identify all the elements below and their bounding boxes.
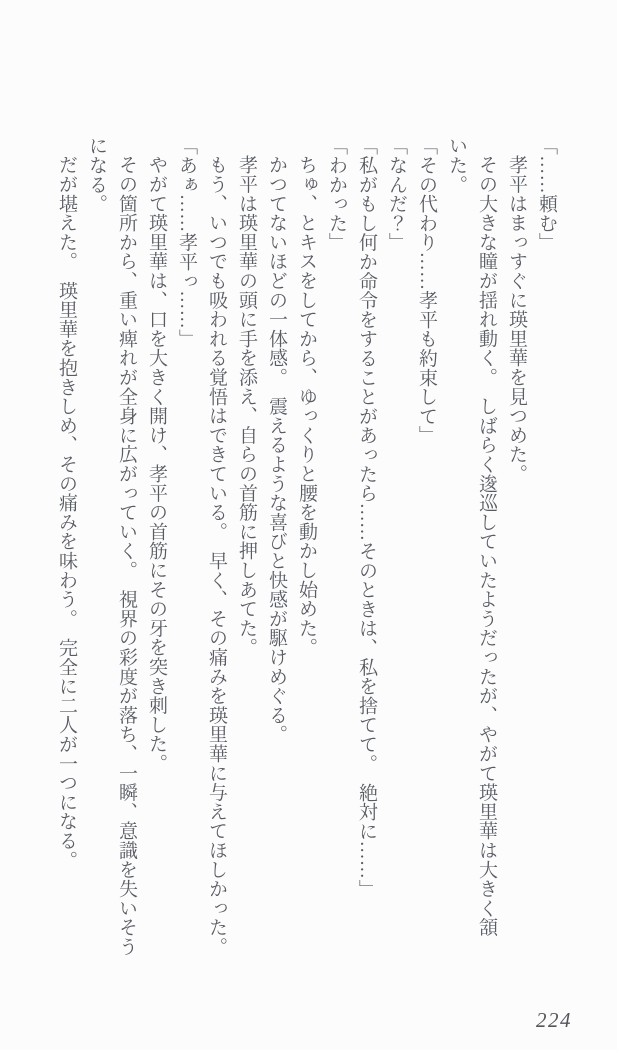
- text-line: その大きな瞳が揺れ動く。 しばらく逡巡していたようだったが、やがて瑛里華は大きく頷: [476, 155, 497, 937]
- page-number: 224: [536, 1008, 572, 1032]
- text-line: もう、いつでも吸われる覚悟はできている。 早く、その痛みを瑛里華に与えてほしかった。: [206, 155, 227, 957]
- text-line: 「あぁ……孝平っ……」: [176, 136, 197, 349]
- text-line: かつてないほどの一体感。 震えるような喜びと快感が駆けめぐる。: [266, 155, 287, 744]
- text-line: だが堪えた。 瑛里華を抱きしめ、その痛みを味わう。 完全に二人が一つになる。: [56, 155, 77, 870]
- text-line: やがて瑛里華は、口を大きく開け、孝平の首筋にその牙を突き刺した。: [146, 155, 167, 773]
- page-text: [51, 136, 561, 1041]
- text-line: 「わかった」: [326, 136, 347, 252]
- text-line: 「なんだ？」: [386, 136, 407, 252]
- text-line: 「……頼む」: [536, 136, 557, 252]
- text-line: になる。: [86, 136, 107, 214]
- text-line: 孝平はまっすぐに瑛里華を見つめた。: [506, 155, 527, 484]
- text-line: その箇所から、重い痺れが全身に広がっていく。 視界の彩度が落ち、一瞬、意識を失いそう: [116, 155, 137, 957]
- text-line: 「その代わり……孝平も約束して」: [416, 136, 437, 445]
- text-line: 「私がもし何か命令をすることがあったら……そのときは、私を捨てて。 絶対に……」: [356, 136, 377, 899]
- text-line: いた。: [446, 136, 467, 194]
- text-line: 孝平は瑛里華の頭に手を添え、自らの首筋に押しあてた。: [236, 155, 257, 657]
- text-line: ちゅ、とキスをしてから、ゆっくりと腰を動かし始めた。: [296, 155, 317, 657]
